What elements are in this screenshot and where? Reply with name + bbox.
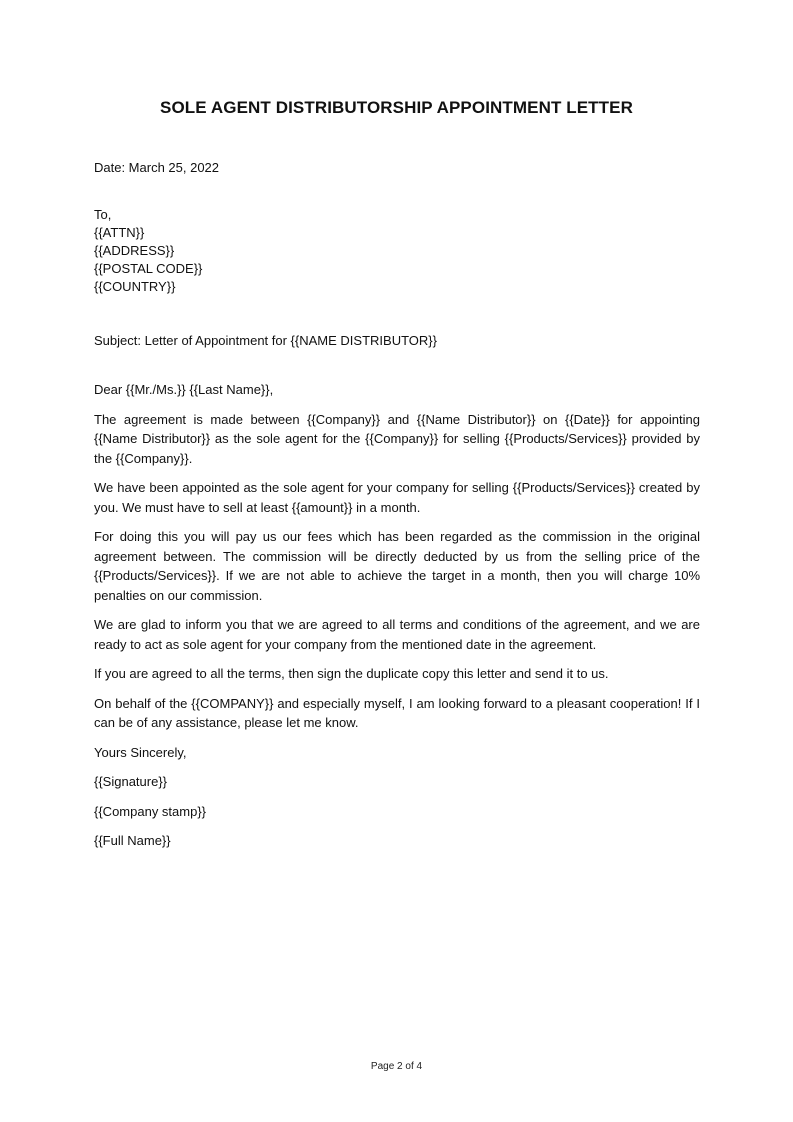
- address-line: {{ATTN}}: [94, 225, 145, 240]
- paragraph: We have been appointed as the sole agent for your company for selling {{Products/Services}} created by you. We must have to sell at least {{amount}} in a month.: [94, 480, 700, 515]
- date-line: Date: March 25, 2022: [94, 160, 220, 175]
- salutation: Dear {{Mr./Ms.}} {{Last Name}},: [94, 382, 274, 397]
- letter-body: [94, 380, 700, 861]
- document-title: SOLE AGENT DISTRIBUTORSHIP APPOINTMENT LETTER: [160, 98, 633, 117]
- full-name-placeholder: {{Full Name}}: [94, 833, 171, 848]
- closing: Yours Sincerely,: [94, 744, 187, 760]
- recipient-address: [94, 206, 700, 296]
- company-stamp-placeholder: {{Company stamp}}: [94, 803, 207, 819]
- paragraph: We are glad to inform you that we are agreed to all terms and conditions of the agreement, and we are ready to act as sole agent for your company from the mentioned date in the agreement.: [94, 617, 700, 652]
- address-line: {{COUNTRY}}: [94, 279, 176, 294]
- page-number: Page 2 of 4: [370, 1061, 423, 1072]
- address-line: To,: [94, 207, 112, 222]
- paragraph: For doing this you will pay us our fees which has been regarded as the commission in the original agreement between. The commission will be directly deducted by us from the selling price of the {{Products/Services}}. If we are not able to achieve the target in a month, then you will charge 10% penalties on our commission.: [94, 529, 700, 603]
- subject-line: Subject: Letter of Appointment for {{NAME DISTRIBUTOR}}: [94, 333, 437, 348]
- address-line: {{ADDRESS}}: [94, 243, 175, 258]
- paragraph: The agreement is made between {{Company}} and {{Name Distributor}} on {{Date}} for appointing {{Name Distributor}} as the sole agent for the {{Company}} for selling {{Products/Services}} provided by the {{Company}}.: [94, 411, 700, 466]
- address-line: {{POSTAL CODE}}: [94, 261, 203, 276]
- signature-placeholder: {{Signature}}: [94, 774, 168, 789]
- paragraph: On behalf of the {{COMPANY}} and especially myself, I am looking forward to a pleasant cooperation! If I can be of any assistance, please let me know.: [94, 695, 700, 730]
- paragraph: If you are agreed to all the terms, then sign the duplicate copy this letter and send it to us.: [94, 666, 609, 681]
